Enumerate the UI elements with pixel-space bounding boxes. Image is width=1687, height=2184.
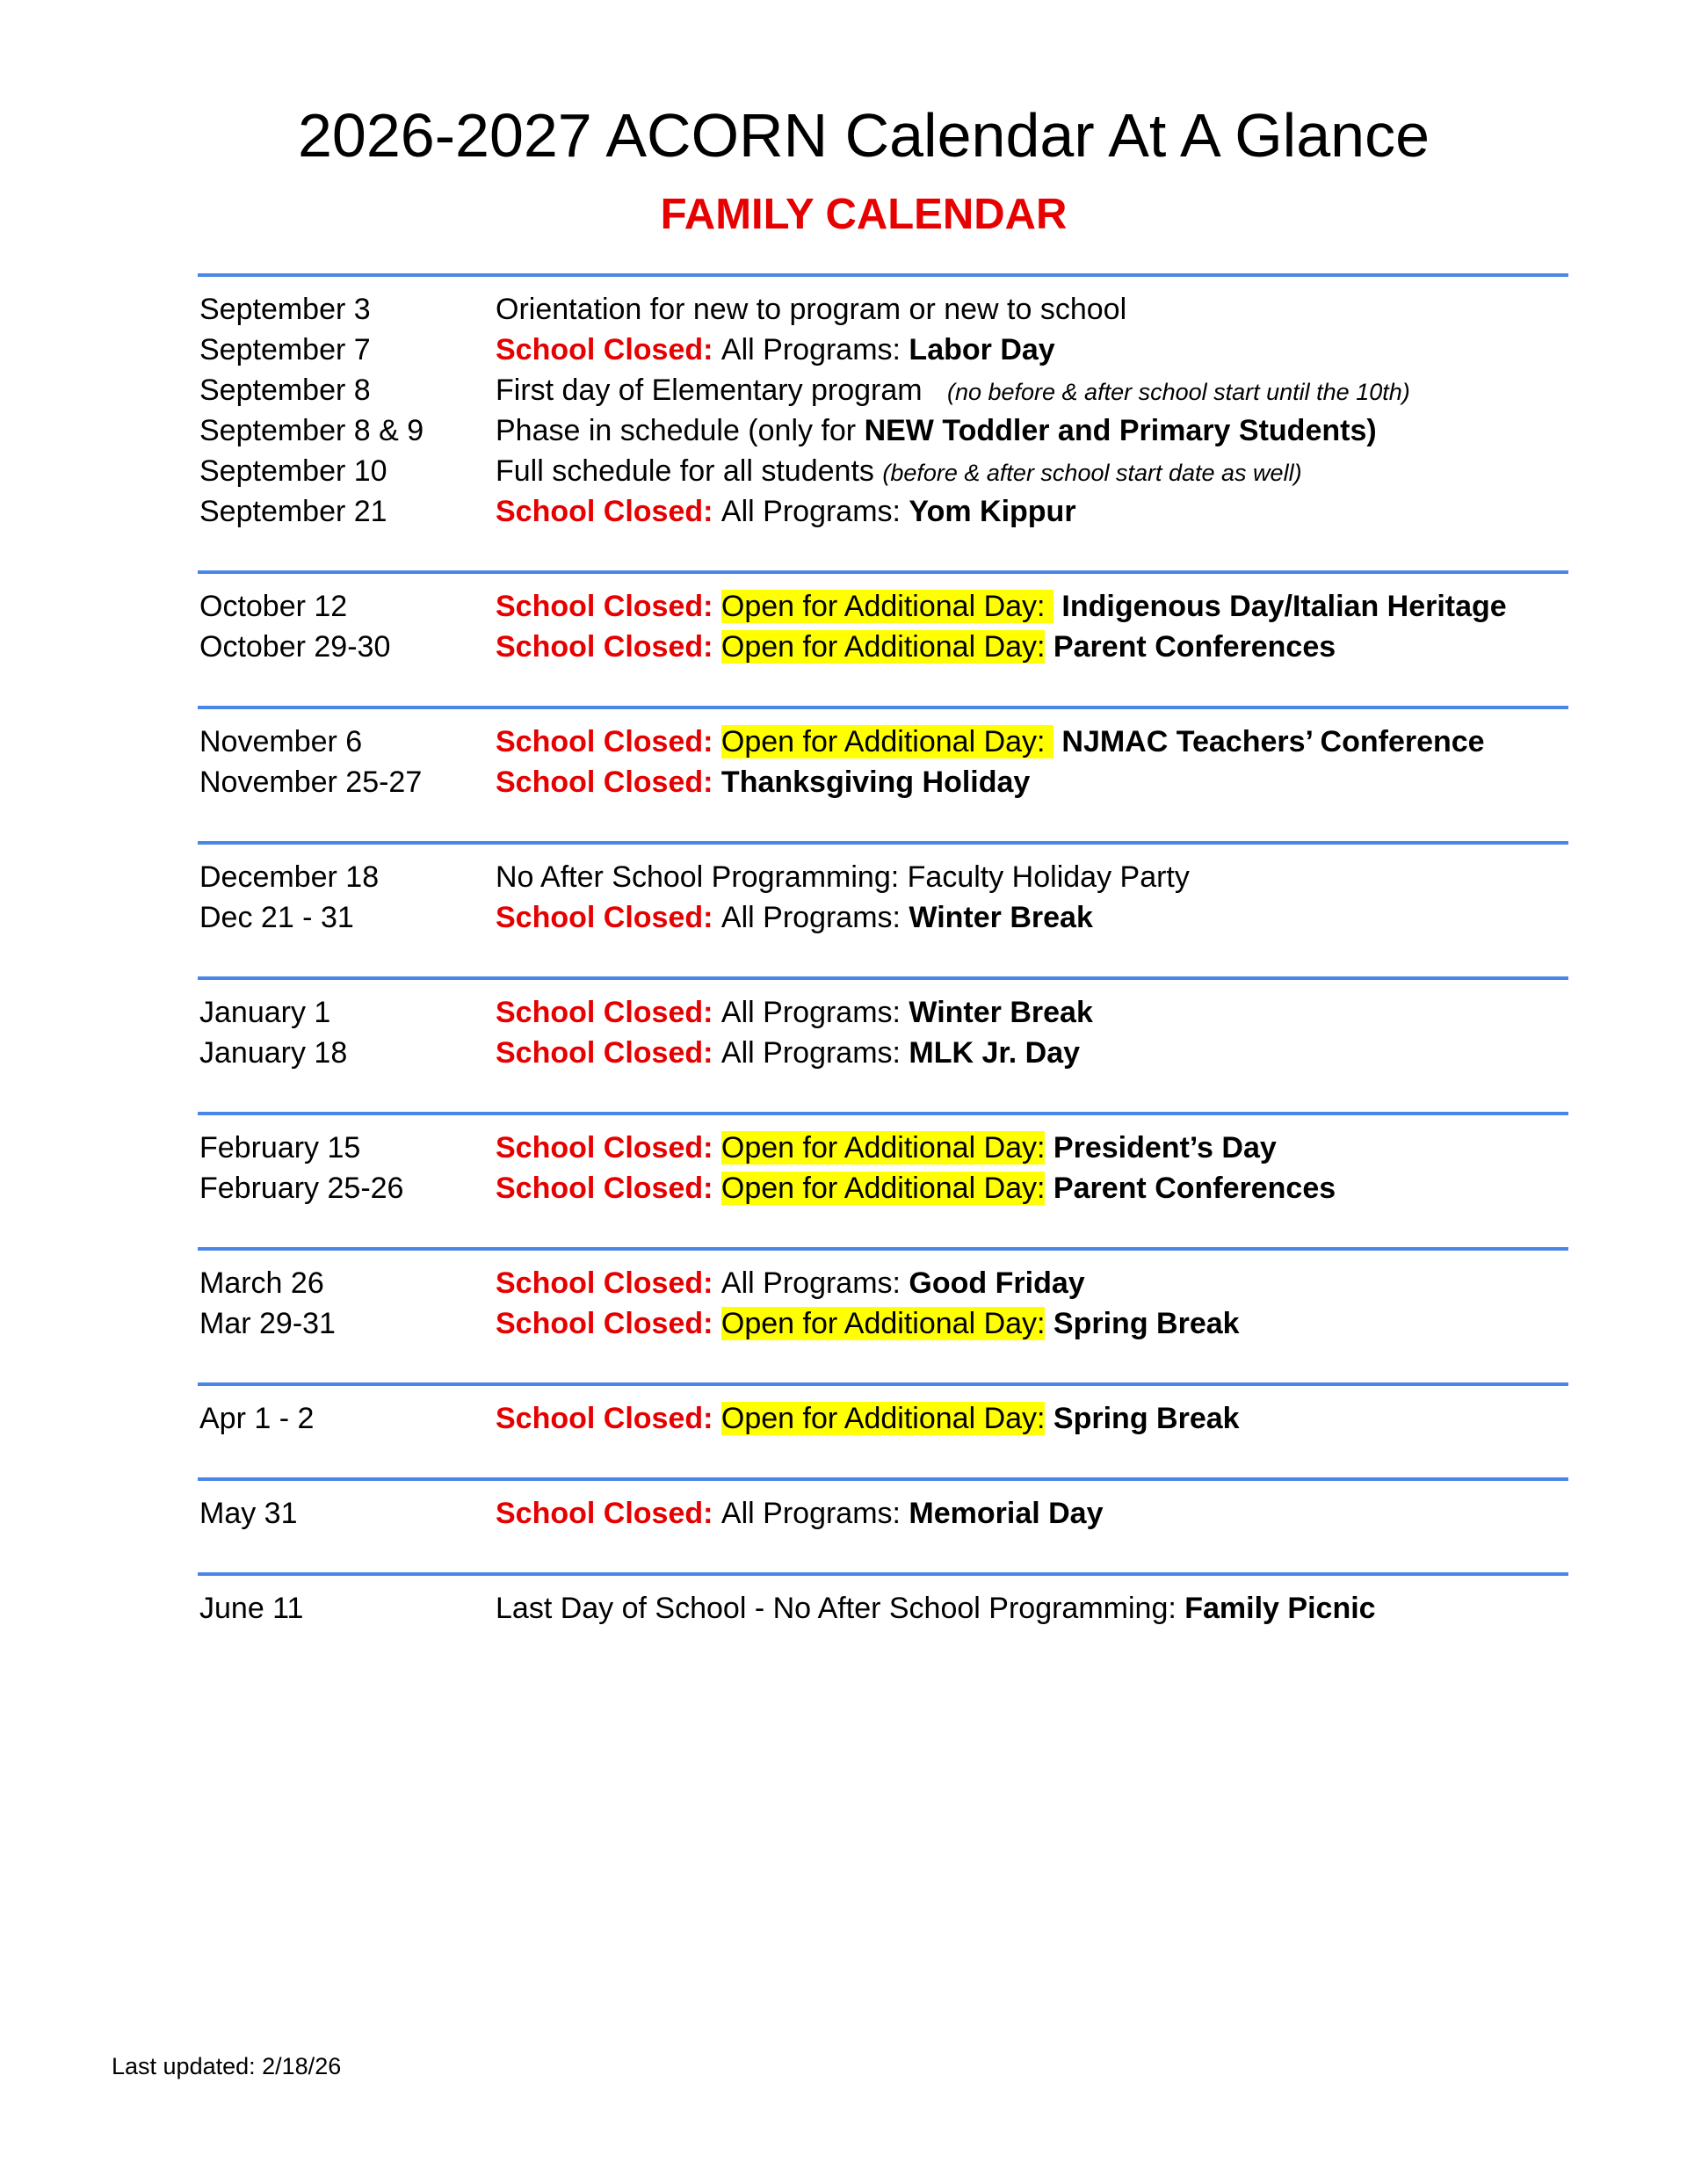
calendar-row xyxy=(198,762,1568,802)
month-section xyxy=(198,1247,1568,1344)
calendar-row xyxy=(198,491,1568,532)
calendar-row xyxy=(198,1168,1568,1208)
event-description xyxy=(496,1033,1080,1073)
page-title: 2026-2027 ACORN Calendar At A Glance xyxy=(297,101,1430,170)
calendar-row xyxy=(198,1263,1568,1303)
event-name: Spring Break xyxy=(1045,1402,1240,1435)
month-gap xyxy=(198,1073,1568,1112)
event-text: Phase in schedule (only for xyxy=(496,414,865,447)
calendar-row xyxy=(198,451,1568,491)
school-closed-label: School Closed: xyxy=(496,996,721,1029)
month-section xyxy=(198,1382,1568,1439)
calendar-row xyxy=(198,627,1568,667)
event-date: Dec 21 - 31 xyxy=(199,901,354,934)
calendar-row xyxy=(198,410,1568,451)
event-date: September 8 & 9 xyxy=(199,414,424,447)
event-name: Yom Kippur xyxy=(909,495,1076,528)
event-text: All Programs: xyxy=(720,901,909,934)
month-section xyxy=(198,706,1568,802)
calendar-row xyxy=(198,857,1568,897)
event-date: October 12 xyxy=(199,590,348,623)
event-name: Memorial Day xyxy=(909,1497,1104,1530)
school-closed-label: School Closed: xyxy=(496,1036,721,1070)
calendar-row xyxy=(198,1128,1568,1168)
event-date: Apr 1 - 2 xyxy=(199,1402,315,1435)
month-gap xyxy=(198,1344,1568,1382)
additional-day-highlight: Open for Additional Day: xyxy=(720,725,1053,758)
calendar-row xyxy=(198,897,1568,938)
calendar-row xyxy=(198,722,1568,762)
event-date: February 25-26 xyxy=(199,1172,404,1205)
event-description xyxy=(496,627,1336,667)
event-description xyxy=(496,1303,1240,1344)
school-closed-label: School Closed: xyxy=(496,901,721,934)
event-text: First day of Elementary program xyxy=(496,374,947,407)
event-date: Mar 29-31 xyxy=(199,1307,336,1340)
event-name: Good Friday xyxy=(909,1266,1085,1300)
event-date: February 15 xyxy=(199,1131,361,1165)
school-closed-label: School Closed: xyxy=(496,1402,721,1435)
event-date: January 18 xyxy=(199,1036,348,1070)
additional-day-highlight: Open for Additional Day: xyxy=(720,1307,1046,1340)
event-date: September 21 xyxy=(199,495,387,528)
event-date: June 11 xyxy=(199,1592,304,1625)
event-date: November 25-27 xyxy=(199,765,423,799)
event-description xyxy=(496,330,1055,370)
school-closed-label: School Closed: xyxy=(496,495,721,528)
event-text: Full schedule for all students xyxy=(496,454,883,488)
event-date: March 26 xyxy=(199,1266,324,1300)
month-section xyxy=(198,1572,1568,1629)
calendar-row xyxy=(198,1493,1568,1534)
calendar-list xyxy=(198,273,1568,1629)
school-closed-label: School Closed: xyxy=(496,1172,721,1205)
school-closed-label: School Closed: xyxy=(496,333,721,366)
last-updated: Last updated: 2/18/26 xyxy=(112,2053,342,2079)
event-description xyxy=(496,1588,1376,1629)
event-description xyxy=(496,410,1377,451)
additional-day-highlight: Open for Additional Day: xyxy=(720,590,1053,623)
school-closed-label: School Closed: xyxy=(496,590,721,623)
calendar-row xyxy=(198,1033,1568,1073)
event-description xyxy=(496,491,1076,532)
event-text: Orientation for new to program or new to school xyxy=(496,293,1127,326)
month-section xyxy=(198,570,1568,667)
event-description xyxy=(496,897,1093,938)
event-name: Thanksgiving Holiday xyxy=(720,765,1031,799)
month-section xyxy=(198,1477,1568,1534)
event-description xyxy=(496,1493,1104,1534)
event-name: Parent Conferences xyxy=(1045,630,1336,664)
school-closed-label: School Closed: xyxy=(496,1266,721,1300)
additional-day-highlight: Open for Additional Day: xyxy=(720,1172,1046,1205)
event-date: January 1 xyxy=(199,996,331,1029)
event-description xyxy=(496,289,1126,330)
month-gap xyxy=(198,938,1568,976)
event-date: September 10 xyxy=(199,454,387,488)
event-date: November 6 xyxy=(199,725,363,758)
month-gap xyxy=(198,1208,1568,1247)
event-date: September 3 xyxy=(199,293,371,326)
event-name: Indigenous Day/Italian Heritage xyxy=(1053,590,1507,623)
event-note: (no before & after school start until the 10th) xyxy=(946,379,1410,405)
event-note: (before & after school start date as well) xyxy=(882,460,1302,486)
event-description xyxy=(496,762,1030,802)
event-description xyxy=(496,586,1507,627)
event-text: All Programs: xyxy=(720,1497,909,1530)
event-text: All Programs: xyxy=(720,1266,909,1300)
calendar-row xyxy=(198,1303,1568,1344)
school-closed-label: School Closed: xyxy=(496,1307,721,1340)
month-gap xyxy=(198,1534,1568,1572)
event-description xyxy=(496,1128,1277,1168)
event-name: Labor Day xyxy=(909,333,1055,366)
school-closed-label: School Closed: xyxy=(496,765,721,799)
month-section xyxy=(198,841,1568,938)
event-name: Parent Conferences xyxy=(1045,1172,1336,1205)
event-text: All Programs: xyxy=(720,495,909,528)
event-description xyxy=(496,722,1485,762)
event-date: December 18 xyxy=(199,860,380,894)
event-name: Spring Break xyxy=(1045,1307,1240,1340)
calendar-row xyxy=(198,1588,1568,1629)
page-subtitle: FAMILY CALENDAR xyxy=(660,191,1068,238)
additional-day-highlight: Open for Additional Day: xyxy=(720,1402,1046,1435)
month-section xyxy=(198,1112,1568,1208)
school-closed-label: School Closed: xyxy=(496,725,721,758)
calendar-row xyxy=(198,330,1568,370)
event-date: May 31 xyxy=(199,1497,298,1530)
month-gap xyxy=(198,1439,1568,1477)
event-text: Last Day of School - No After School Programming: xyxy=(496,1592,1185,1625)
event-name: Winter Break xyxy=(909,996,1093,1029)
school-closed-label: School Closed: xyxy=(496,1131,721,1165)
calendar-row xyxy=(198,1398,1568,1439)
event-date: September 7 xyxy=(199,333,371,366)
event-name: MLK Jr. Day xyxy=(909,1036,1081,1070)
event-text: All Programs: xyxy=(720,1036,909,1070)
event-description xyxy=(496,857,1190,897)
event-description xyxy=(496,451,1302,493)
month-section xyxy=(198,976,1568,1073)
calendar-row xyxy=(198,586,1568,627)
school-closed-label: School Closed: xyxy=(496,630,721,664)
event-name: NJMAC Teachers’ Conference xyxy=(1053,725,1485,758)
calendar-row xyxy=(198,289,1568,330)
calendar-row xyxy=(198,992,1568,1033)
event-text: No After School Programming: Faculty Holiday Party xyxy=(496,860,1190,894)
event-description xyxy=(496,1263,1085,1303)
event-name: Family Picnic xyxy=(1184,1592,1376,1625)
month-gap xyxy=(198,667,1568,706)
event-name: President’s Day xyxy=(1045,1131,1277,1165)
event-description xyxy=(496,1168,1336,1208)
event-description xyxy=(496,1398,1240,1439)
event-name: NEW Toddler and Primary Students) xyxy=(864,414,1377,447)
additional-day-highlight: Open for Additional Day: xyxy=(720,630,1046,664)
calendar-row xyxy=(198,370,1568,410)
month-gap xyxy=(198,802,1568,841)
event-date: September 8 xyxy=(199,374,371,407)
event-description xyxy=(496,370,1410,412)
event-text: All Programs: xyxy=(720,996,909,1029)
additional-day-highlight: Open for Additional Day: xyxy=(720,1131,1046,1165)
event-description xyxy=(496,992,1093,1033)
month-gap xyxy=(198,532,1568,570)
school-closed-label: School Closed: xyxy=(496,1497,721,1530)
month-section xyxy=(198,273,1568,532)
event-date: October 29-30 xyxy=(199,630,391,664)
event-text: All Programs: xyxy=(720,333,909,366)
event-name: Winter Break xyxy=(909,901,1093,934)
